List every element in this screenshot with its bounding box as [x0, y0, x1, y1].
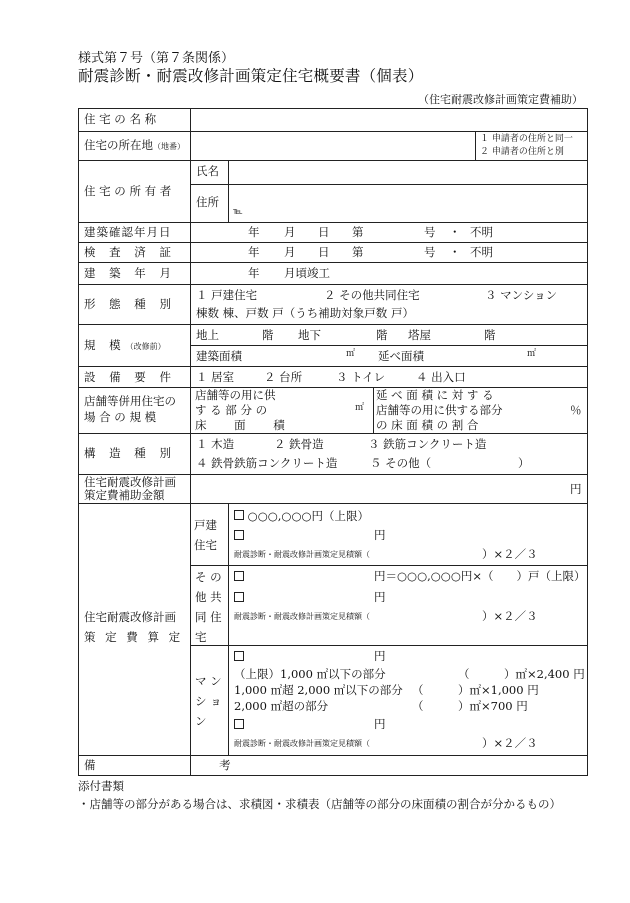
- col-divider: [190, 108, 191, 755]
- col-divider: [373, 387, 374, 433]
- other-yen-unit: 円: [374, 590, 386, 604]
- label-remarks: 備 考: [84, 758, 291, 772]
- row-divider: [190, 645, 588, 646]
- attachments-note: ・店舗等の部分がある場合は、求積図・求積表（店舗等の部分の床面積の割合が分かるもの）: [78, 797, 561, 811]
- row-divider: [78, 160, 588, 161]
- mansion-tier-1: （上限）1,000 ㎡以下の部分: [234, 667, 386, 681]
- confirm-unknown: 不明: [470, 225, 493, 239]
- row-divider: [78, 366, 588, 367]
- label-other-2: 他 共: [195, 590, 222, 604]
- label-other-1: そ の: [195, 570, 222, 584]
- row-divider: [190, 345, 588, 346]
- label-facility: 設 備 要 件: [84, 370, 176, 384]
- facility-toilet: ３ トイレ: [336, 370, 386, 384]
- shop-area-label-1: 店舗等の用に供: [195, 388, 276, 402]
- detached-amount-checkbox[interactable]: [234, 530, 244, 540]
- shop-area-label-3: 床 面 積: [195, 418, 297, 432]
- label-inspection: 検 査 済 証: [84, 245, 176, 259]
- label-owner-name: 氏名: [196, 164, 219, 178]
- subsidy-yen-unit: 円: [570, 482, 582, 496]
- structure-steel: ２ 鉄骨造: [274, 437, 324, 451]
- mansion-tier-2: 1,000 ㎡超 2,000 ㎡以下の部分: [234, 683, 403, 697]
- mansion-amount-checkbox[interactable]: [234, 719, 244, 732]
- label-built-year: 建 築 年 月: [84, 266, 176, 280]
- mansion-tier-3-rate: （ ）㎡×700 円: [412, 699, 528, 713]
- shop-area-label-2: す る 部 分 の: [195, 403, 268, 417]
- inspection-no-suffix: 号: [424, 245, 436, 259]
- row-divider: [78, 324, 588, 325]
- label-form-type: 形 態 種 別: [84, 297, 176, 311]
- confirm-year-unit: 年: [248, 225, 260, 239]
- detached-cap-line: ○○○,○○○円（上限）: [234, 510, 369, 523]
- inspection-month-unit: 月: [284, 245, 296, 259]
- col-divider: [228, 160, 229, 222]
- label-detached-2: 住宅: [194, 538, 217, 552]
- scale-building-area-label: 建築面積: [196, 349, 242, 363]
- shop-ratio-unit: ％: [570, 403, 582, 417]
- label-shop-2: 場 合 の 規 模: [84, 410, 157, 424]
- other-formula: 円＝○○○,○○○円×（ ）戸（上限）: [374, 569, 586, 583]
- label-mansion-3: ン: [195, 714, 207, 728]
- shop-ratio-label-2: 店舗等の用に供する部分: [376, 403, 503, 417]
- label-shop-1: 店舗等併用住宅の: [84, 394, 176, 408]
- scale-building-area-unit: ㎡: [346, 349, 356, 359]
- confirm-separator: ・: [449, 225, 461, 239]
- label-calc-2: 策 定 費 算 定: [84, 630, 184, 644]
- scale-ground-unit: 階: [262, 328, 274, 342]
- scale-total-area-label: 延べ面積: [378, 349, 424, 363]
- shop-area-unit: ㎡: [355, 403, 365, 413]
- other-amount-checkbox[interactable]: [234, 592, 244, 605]
- built-month-unit: 月頃竣工: [284, 266, 330, 280]
- other-estimate-label: 耐震診断・耐震改修計画策定見積額（: [234, 612, 370, 621]
- inspection-day-unit: 日: [318, 245, 330, 259]
- scale-basement-unit: 階: [376, 328, 388, 342]
- confirm-no-suffix: 号: [424, 225, 436, 239]
- label-name: 住 宅 の 名 称: [84, 112, 157, 126]
- row-divider: [190, 184, 588, 185]
- confirm-month-unit: 月: [284, 225, 296, 239]
- label-subsidy-2: 策定費補助金額: [84, 488, 165, 502]
- row-divider: [190, 565, 588, 566]
- label-owner: 住 宅 の 所 有 者: [84, 184, 172, 198]
- structure-other-close: ）: [518, 456, 530, 470]
- row-divider: [78, 387, 588, 388]
- detached-checkbox[interactable]: [234, 510, 244, 520]
- other-estimate-formula: ）×２／３: [482, 609, 538, 623]
- mansion-estimate-formula: ）×２／３: [482, 736, 538, 750]
- detached-estimate-label: 耐震診断・耐震改修計画策定見積額（: [234, 550, 370, 559]
- mansion-tier-1-rate: （ ）㎡×2,400 円: [458, 667, 585, 681]
- label-structure: 構 造 種 別: [84, 446, 176, 460]
- row-divider: [78, 131, 588, 132]
- mansion-yen-unit: 円: [374, 649, 386, 663]
- row-divider: [78, 503, 588, 504]
- mansion-checkbox[interactable]: [234, 651, 244, 664]
- form-subtitle: （住宅耐震改修計画策定費補助）: [418, 93, 583, 106]
- row-divider: [78, 433, 588, 434]
- col-divider: [475, 131, 476, 160]
- inspection-year-unit: 年: [248, 245, 260, 259]
- structure-other: ５ その他（: [370, 456, 432, 470]
- label-detached-1: 戸建: [194, 518, 217, 532]
- label-address: 住宅の所在地（地番）: [84, 138, 185, 152]
- detached-amount-line: [234, 530, 244, 543]
- detached-estimate-formula: ）×２／３: [482, 547, 538, 561]
- row-divider: [78, 222, 588, 223]
- label-other-4: 宅: [195, 630, 207, 644]
- facility-kitchen: ２ 台所: [264, 370, 303, 384]
- row-divider: [78, 262, 588, 263]
- form-option-other: ２ その他共同住宅: [324, 288, 420, 302]
- scale-total-area-unit: ㎡: [527, 349, 537, 359]
- row-divider: [78, 242, 588, 243]
- facility-entrance: ４ 出入口: [416, 370, 466, 384]
- label-scale: 規 模（改修前）: [84, 338, 166, 352]
- form-number: 様式第７号（第７条関係）: [78, 51, 235, 66]
- built-year-unit: 年: [248, 266, 260, 280]
- confirm-day-unit: 日: [318, 225, 330, 239]
- scale-ground-label: 地上: [196, 328, 219, 342]
- label-subsidy-1: 住宅耐震改修計画: [84, 475, 176, 489]
- structure-src: ４ 鉄骨鉄筋コンクリート造: [196, 456, 338, 470]
- shop-ratio-label-3: の 床 面 積 の 割 合: [376, 418, 479, 432]
- inspection-separator: ・: [449, 245, 461, 259]
- mansion-estimate-label: 耐震診断・耐震改修計画策定見積額（: [234, 739, 370, 748]
- form-option-detached: １ 戸建住宅: [196, 288, 258, 302]
- structure-rc: ３ 鉄筋コンクリート造: [368, 437, 487, 451]
- label-owner-tel: ℡: [233, 207, 243, 217]
- label-owner-address: 住所: [196, 195, 219, 209]
- form-title: 耐震診断・耐震改修計画策定住宅概要書（個表）: [78, 67, 424, 85]
- row-divider: [78, 284, 588, 285]
- label-mansion-1: マ ン: [195, 674, 222, 688]
- label-mansion-2: シ ョ: [195, 694, 222, 708]
- detached-yen-unit: 円: [374, 528, 386, 542]
- attachments-label: 添付書類: [78, 779, 124, 793]
- scale-penthouse-label: 塔屋: [408, 328, 431, 342]
- label-confirm-date: 建築確認年月日: [84, 225, 172, 239]
- mansion-amount-yen-unit: 円: [374, 717, 386, 731]
- address-option-same: １ 申請者の住所と同一: [480, 134, 573, 144]
- mansion-tier-2-rate: （ ）㎡×1,000 円: [412, 683, 539, 697]
- row-divider: [78, 755, 588, 756]
- address-option-different: ２ 申請者の住所と別: [480, 147, 564, 157]
- form-units-line: 棟数 棟、戸数 戸（うち補助対象戸数 戸）: [196, 306, 414, 320]
- structure-wood: １ 木造: [196, 437, 235, 451]
- inspection-unknown: 不明: [470, 245, 493, 259]
- shop-ratio-label-1: 延 べ 面 積 に 対 す る: [376, 388, 494, 402]
- facility-room: １ 居室: [196, 370, 235, 384]
- form-option-mansion: ３ マンション: [485, 288, 558, 302]
- confirm-no-prefix: 第: [352, 225, 364, 239]
- scale-basement-label: 地下: [298, 328, 321, 342]
- mansion-tier-3: 2,000 ㎡超の部分: [234, 699, 329, 713]
- inspection-no-prefix: 第: [352, 245, 364, 259]
- col-divider: [228, 503, 229, 755]
- other-checkbox[interactable]: [234, 571, 244, 584]
- label-calc-1: 住宅耐震改修計画: [84, 610, 176, 624]
- scale-penthouse-unit: 階: [484, 328, 496, 342]
- label-other-3: 同 住: [195, 610, 222, 624]
